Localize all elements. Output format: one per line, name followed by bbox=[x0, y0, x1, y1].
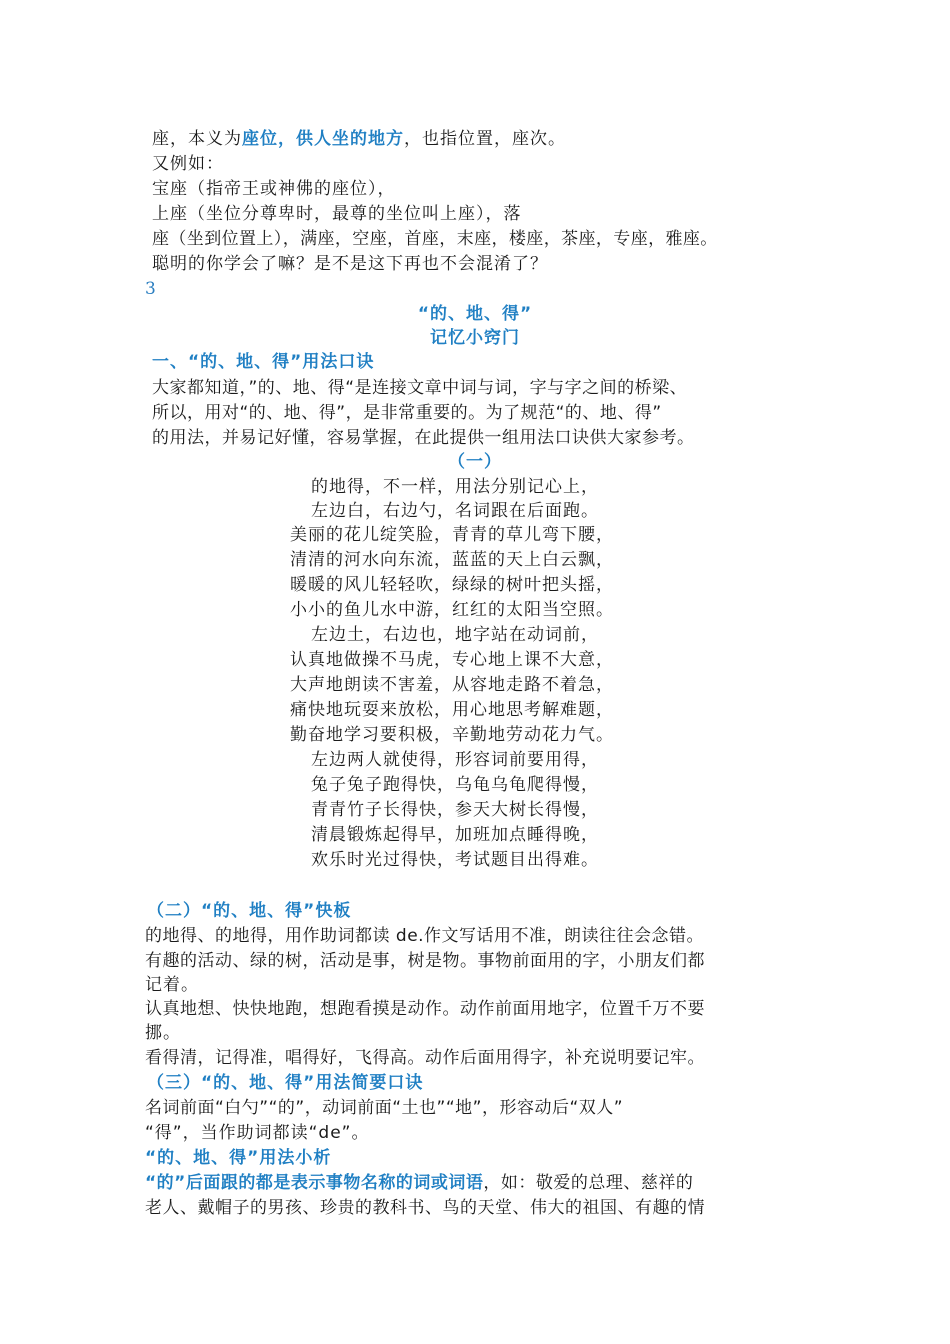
poem-line: 兔子兔子跑得快，乌龟乌龟爬得慢， bbox=[311, 775, 599, 795]
section3-line: 名词前面“白勺”“的”，动词前面“土也”“地”，形容动后“双人” bbox=[145, 1098, 624, 1118]
section1-heading: 一、“的、地、得”用法口诀 bbox=[152, 352, 375, 372]
section1-para-line: 大家都知道，”的、地、得“是连接文章中词与词，字与字之间的桥梁、 bbox=[152, 378, 688, 398]
section3-heading: （三）“的、地、得”用法简要口诀 bbox=[147, 1073, 424, 1093]
section3-line: “得”，当作助词都读“de”。 bbox=[145, 1123, 370, 1143]
page-number: 3 bbox=[145, 279, 157, 299]
section2-line: 有趣的活动、绿的树，活动是事，树是物。事物前面用的字，小朋友们都 bbox=[145, 951, 705, 971]
section1-para-line: 的用法，并易记好懂，容易掌握，在此提供一组用法口诀供大家参考。 bbox=[152, 428, 695, 448]
intro-line-3: 宝座（指帝王或神佛的座位）， bbox=[152, 179, 396, 199]
section4-text: ，如：敬爱的总理、慈祥的 bbox=[483, 1173, 694, 1193]
intro-text: ，也指位置，座次。 bbox=[404, 129, 566, 149]
intro-text: 座，本义为 bbox=[152, 129, 242, 149]
intro-line-4: 上座（坐位分尊卑时，最尊的坐位叫上座），落 bbox=[152, 204, 522, 224]
poem-line: 清清的河水向东流，蓝蓝的天上白云飘， bbox=[290, 550, 614, 570]
poem-line: 左边土，右边也，地字站在动词前， bbox=[311, 625, 599, 645]
poem-line: 小小的鱼儿水中游，红红的太阳当空照。 bbox=[290, 600, 614, 620]
poem-line: 左边两人就使得，形容词前要用得， bbox=[311, 750, 599, 770]
section2-line: 的地得、的地得，用作助词都读 de.作文写话用不准，朗读往往会念错。 bbox=[145, 926, 705, 946]
poem-line: 左边白，右边勺，名词跟在后面跑。 bbox=[311, 501, 599, 521]
section4-line-1 bbox=[145, 1172, 693, 1194]
highlight-text: “的”后面跟的都是表示事物名称的词或词语 bbox=[145, 1173, 484, 1193]
section2-line: 记着。 bbox=[145, 975, 199, 995]
intro-line-5: 座（坐到位置上），满座，空座，首座，末座，楼座，茶座，专座，雅座。 bbox=[152, 229, 718, 249]
poem-line: 欢乐时光过得快，考试题目出得难。 bbox=[311, 850, 599, 870]
intro-line-1 bbox=[152, 128, 566, 150]
section1-subheading: （一） bbox=[448, 452, 502, 472]
poem-line: 清晨锻炼起得早，加班加点睡得晚， bbox=[311, 825, 599, 845]
poem-line: 认真地做操不马虎，专心地上课不大意， bbox=[290, 650, 614, 670]
section2-line: 看得清，记得准，唱得好，飞得高。动作后面用得字，补充说明要记牢。 bbox=[145, 1048, 705, 1068]
poem-line: 勤奋地学习要积极，辛勤地劳动花力气。 bbox=[290, 725, 614, 745]
poem-line: 美丽的花儿绽笑脸，青青的草儿弯下腰， bbox=[290, 525, 614, 545]
section1-para-line: 所以，用对“的、地、得”，是非常重要的。为了规范“的、地、得” bbox=[152, 403, 662, 423]
title-line-2: 记忆小窍门 bbox=[430, 328, 520, 348]
section2-line: 认真地想、快快地跑，想跑看摸是动作。动作前面用地字，位置千万不要 bbox=[145, 999, 705, 1019]
poem-line: 痛快地玩耍来放松，用心地思考解难题， bbox=[290, 700, 614, 720]
intro-line-6: 聪明的你学会了嘛？是不是这下再也不会混淆了？ bbox=[152, 254, 548, 274]
section4-line-2: 老人、戴帽子的男孩、珍贵的教科书、鸟的天堂、伟大的祖国、有趣的情 bbox=[145, 1198, 705, 1218]
title-line-1: “的、地、得” bbox=[417, 304, 533, 324]
highlight-text: 座位，供人坐的地方 bbox=[242, 129, 404, 149]
section4-heading: “的、地、得”用法小析 bbox=[145, 1148, 332, 1168]
section2-heading: （二）“的、地、得”快板 bbox=[147, 901, 352, 921]
intro-line-2: 又例如： bbox=[152, 154, 224, 174]
poem-line: 青青竹子长得快，参天大树长得慢， bbox=[311, 800, 599, 820]
poem-line: 的地得，不一样，用法分别记心上， bbox=[311, 477, 599, 497]
section2-line: 挪。 bbox=[145, 1023, 181, 1043]
poem-line: 大声地朗读不害羞，从容地走路不着急， bbox=[290, 675, 614, 695]
poem-line: 暖暖的风儿轻轻吹，绿绿的树叶把头摇， bbox=[290, 575, 614, 595]
